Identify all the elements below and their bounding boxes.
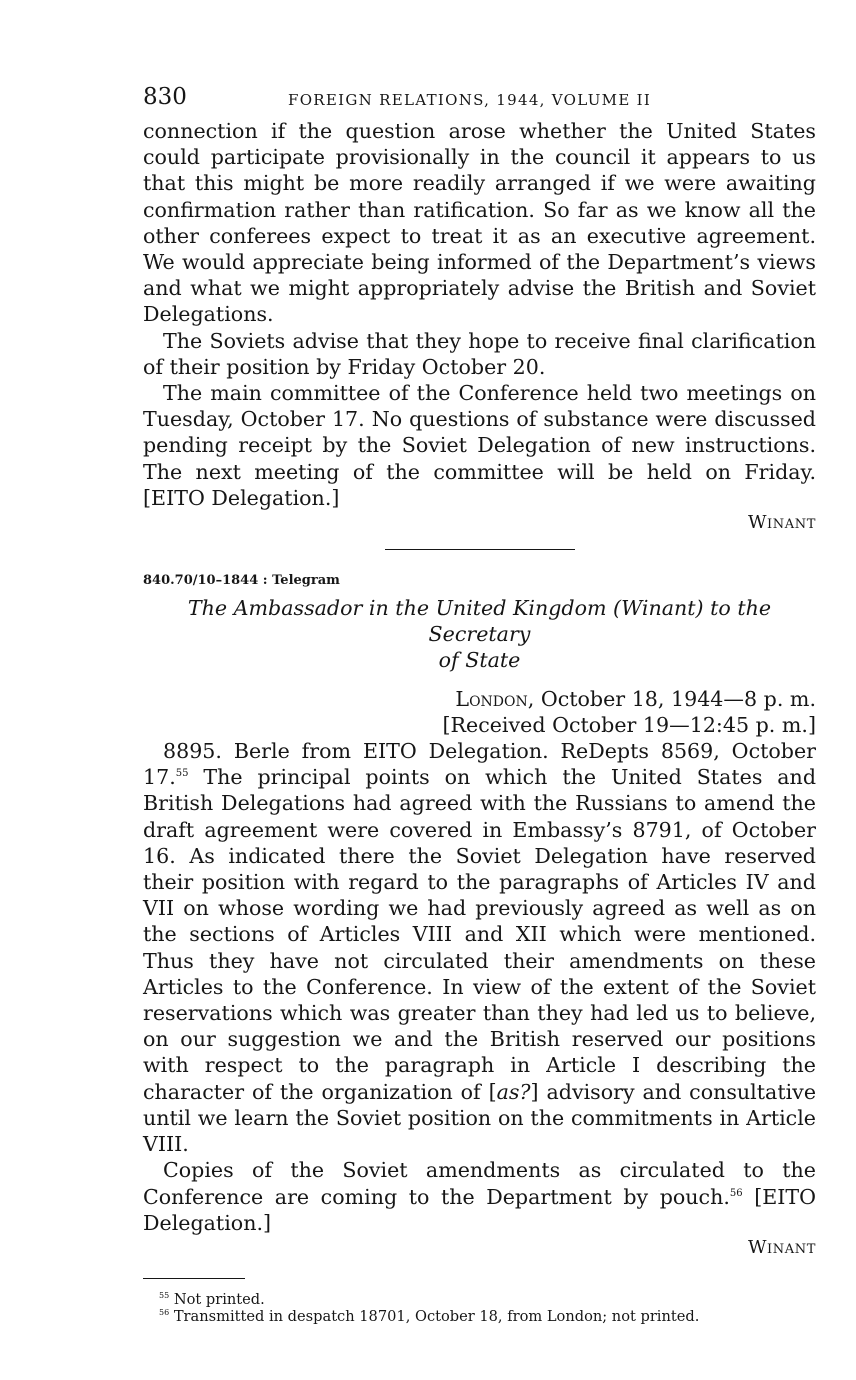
footnote-text: Transmitted in despatch 18701, October 18, from London; not printed.: [173, 1307, 700, 1325]
editorial-insert: as?: [496, 1079, 531, 1104]
dateline: [143, 686, 816, 738]
signature: Winant: [747, 1236, 816, 1258]
continuation-paragraph: The Soviets advise that they hope to receive final clarification of their position by Friday October 20.: [143, 328, 816, 379]
footnote-number: 56: [159, 1308, 170, 1318]
bracket: ]: [530, 1079, 539, 1104]
dateline-received: [Received October 19—12:45 p. m.]: [442, 713, 816, 738]
section-divider: [385, 549, 575, 550]
file-reference: 840.70/10–1844 : Telegram: [143, 573, 340, 589]
signature: Winant: [747, 512, 816, 534]
document-page: [143, 84, 816, 1325]
continuation-paragraph: connection if the question arose whether the United States could participate provisionally in the council it appears to us that this might be more readily arranged if we were awaiting confirmation rather than ratification. So far as we know all the other conferees expect to treat it as an executive agreement. We would appreciate being informed of the Department’s views and what we might appropriately advise the British and Soviet Delegations.: [143, 119, 816, 327]
running-head: FOREIGN RELATIONS, 1944, VOLUME II: [288, 91, 652, 109]
footnotes: [159, 1291, 816, 1325]
document-title-line: of State: [438, 648, 521, 673]
footnote-divider: [143, 1278, 245, 1279]
page-number: 830: [143, 84, 187, 110]
dateline-sent: [143, 686, 816, 712]
footnote-text: Not printed.: [173, 1290, 265, 1308]
footnote: [159, 1308, 816, 1325]
telegram-text: advisory and consultative until we learn the Soviet position on the commitments in Article VIII.: [143, 1079, 817, 1157]
bracket: [: [488, 1079, 497, 1104]
page-header: [143, 84, 816, 118]
footnote-ref: 55: [175, 768, 189, 780]
telegram-paragraph: [143, 1157, 816, 1236]
footnote-number: 55: [159, 1291, 170, 1301]
document-title-line: The Ambassador in the United Kingdom (Winant) to the Secretary: [187, 596, 772, 647]
telegram-paragraph: [143, 738, 816, 1157]
footnote-ref: 56: [729, 1187, 743, 1199]
telegram-text: The principal points on which the United States and British Delegations had agreed with the Russians to amend the draft agreement were covered in Embassy’s 8791, of October 16. As indicated there the Soviet Delegation have reserved their position with regard to the paragraphs of Articles IV and VII on whose wording we had previously agreed as well as on the sections of Articles VIII and XII which were mentioned. Thus they have not circulated their amendments on these Articles to the Conference. In view of the extent of the Soviet reservations which was greater than they had led us to believe, on our suggestion we and the British reserved our positions with respect to the paragraph in Article I describing the character of the organization of: [143, 765, 817, 1104]
telegram-text: [EITO Delegation.]: [143, 1184, 817, 1235]
dateline-date: , October 18, 1944—8 p. m.: [527, 687, 816, 712]
continuation-paragraph: The main committee of the Conference held two meetings on Tuesday, October 17. No questions of substance were discussed pending receipt by the Soviet Delegation of new instructions. The next meeting of the committee will be held on Friday. [EITO Delegation.]: [143, 381, 816, 510]
footnote: [159, 1291, 816, 1308]
dateline-place: London: [455, 687, 528, 712]
telegram-text: 8895. Berle from EITO Delegation. ReDepts 8569, October 17.: [143, 739, 816, 790]
telegram-text: Copies of the Soviet amendments as circulated to the Conference are coming to the Department by pouch.: [143, 1158, 816, 1209]
document-title: [143, 595, 816, 673]
